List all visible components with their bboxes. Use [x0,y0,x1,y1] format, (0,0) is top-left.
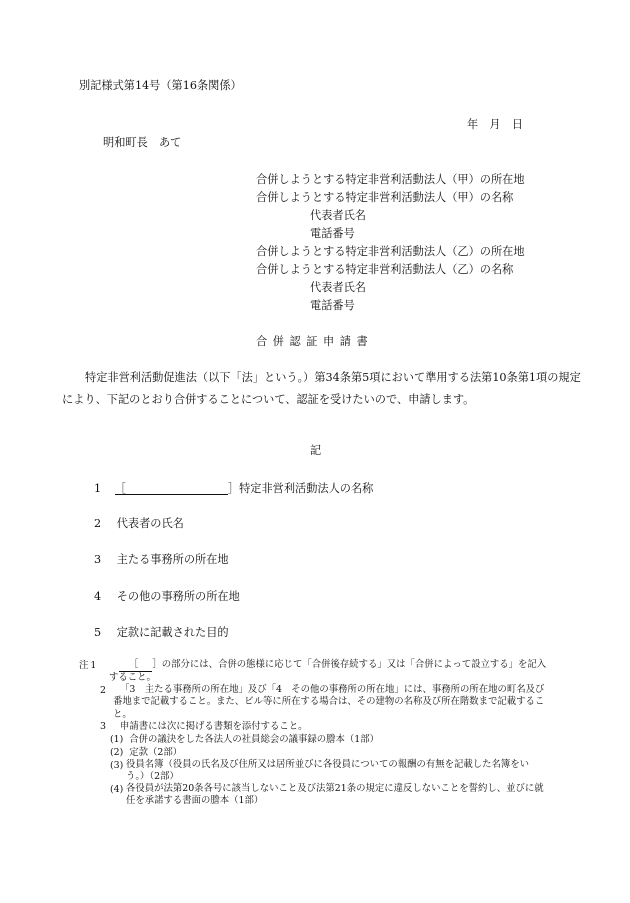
notes-heading-label: 注 [79,660,89,671]
item-1-number: 1 [94,482,102,495]
sub-item-1 [110,735,379,744]
applicant-b-representative-label: 代表者氏名 [310,281,366,294]
note-2-text: 「3 主たる事務所の所在地」及び「4 その他の事務所の所在地」には、事務所の所在地の町名及び番地まで記載すること。また、ビル等に所在する場合は、その建物の名称及び所在階数まで記載すること。 [113,684,545,720]
sub-item-2 [110,748,182,757]
ki-heading: 記 [310,444,322,457]
item-2-label: 代表者の氏名 [116,517,184,530]
applicant-b-address-label: 合併しようとする特定非営利活動法人（乙）の所在地 [256,245,525,258]
applicant-a-name-label: 合併しようとする特定非営利活動法人（甲）の名称 [256,191,514,204]
item-3-label: 主たる事務所の所在地 [116,553,229,566]
note-1-bracket-open: ［ [129,659,139,670]
sub-item-4-number: (4) [110,784,124,795]
item-3 [94,554,229,565]
date-line: 年 月 日 [467,118,523,131]
application-body-text: 特定非営利活動促進法（以下「法」という。）第34条第5項において準用する法第10条第1項の規定により、下記のとおり合併することについて、認証を受けたいので、申請します。 [62,371,581,406]
note-1-text: の部分には、合併の態様に応じて「合併後存続する」又は「合併によって設立する」を記入すること。 [109,659,547,684]
sub-item-3-text: 役員名簿（役員の氏名及び住所又は居所並びに各役員についての報酬の有無を記載した名簿をいう。）（2部） [126,759,529,783]
applicant-a-phone-label: 電話番号 [310,227,355,240]
item-1-label: 特定非営利活動法人の名称 [239,482,374,495]
item-4-number: 4 [94,590,102,603]
item-5-number: 5 [94,626,102,639]
sub-item-1-text: 合併の議決をした各法人の社員総会の議事録の謄本（1部） [129,734,379,745]
notes-heading [79,661,96,670]
note-3-text: 申請書には次に掲げる書類を添付すること。 [120,721,308,732]
note-3-number: 3 [100,721,106,732]
applicant-b-name-label: 合併しようとする特定非営利活動法人（乙）の名称 [256,263,514,276]
note-1-bracket-close: ］ [152,659,162,670]
applicant-a-address-label: 合併しようとする特定非営利活動法人（甲）の所在地 [256,173,525,186]
document-title: 合 併 認 証 申 請 書 [256,335,369,348]
applicant-b-phone-label: 電話番号 [310,299,355,312]
item-4 [94,591,240,602]
item-1-bracket-open: ［ [114,482,126,495]
sub-item-2-text: 定款（2部） [129,747,183,758]
item-1 [94,483,373,495]
sub-item-1-number: (1) [110,734,124,745]
item-3-number: 3 [94,553,102,566]
note-1-number: 1 [90,660,97,671]
item-2 [94,518,184,529]
item-1-bracket-close: ］ [227,482,240,495]
form-number: 別記様式第14号（第16条関係） [79,79,242,92]
note-1-blank [119,659,152,672]
item-1-blank [115,483,228,495]
item-5-label: 定款に記載された目的 [116,626,229,639]
sub-item-3-number: (3) [110,760,124,771]
sub-item-4-text: 各役員が法第20条各号に該当しないこと及び法第21条の規定に違反しないことを誓約し、並びに就任を承諾する書面の謄本（1部） [126,783,544,807]
note-2-number: 2 [100,685,106,696]
sub-item-2-number: (2) [110,747,124,758]
addressee: 明和町長 あて [103,136,182,149]
item-2-number: 2 [94,517,102,530]
applicant-a-representative-label: 代表者氏名 [310,209,366,222]
item-4-label: その他の事務所の所在地 [116,590,240,603]
note-1 [109,659,547,685]
item-5 [94,627,229,638]
